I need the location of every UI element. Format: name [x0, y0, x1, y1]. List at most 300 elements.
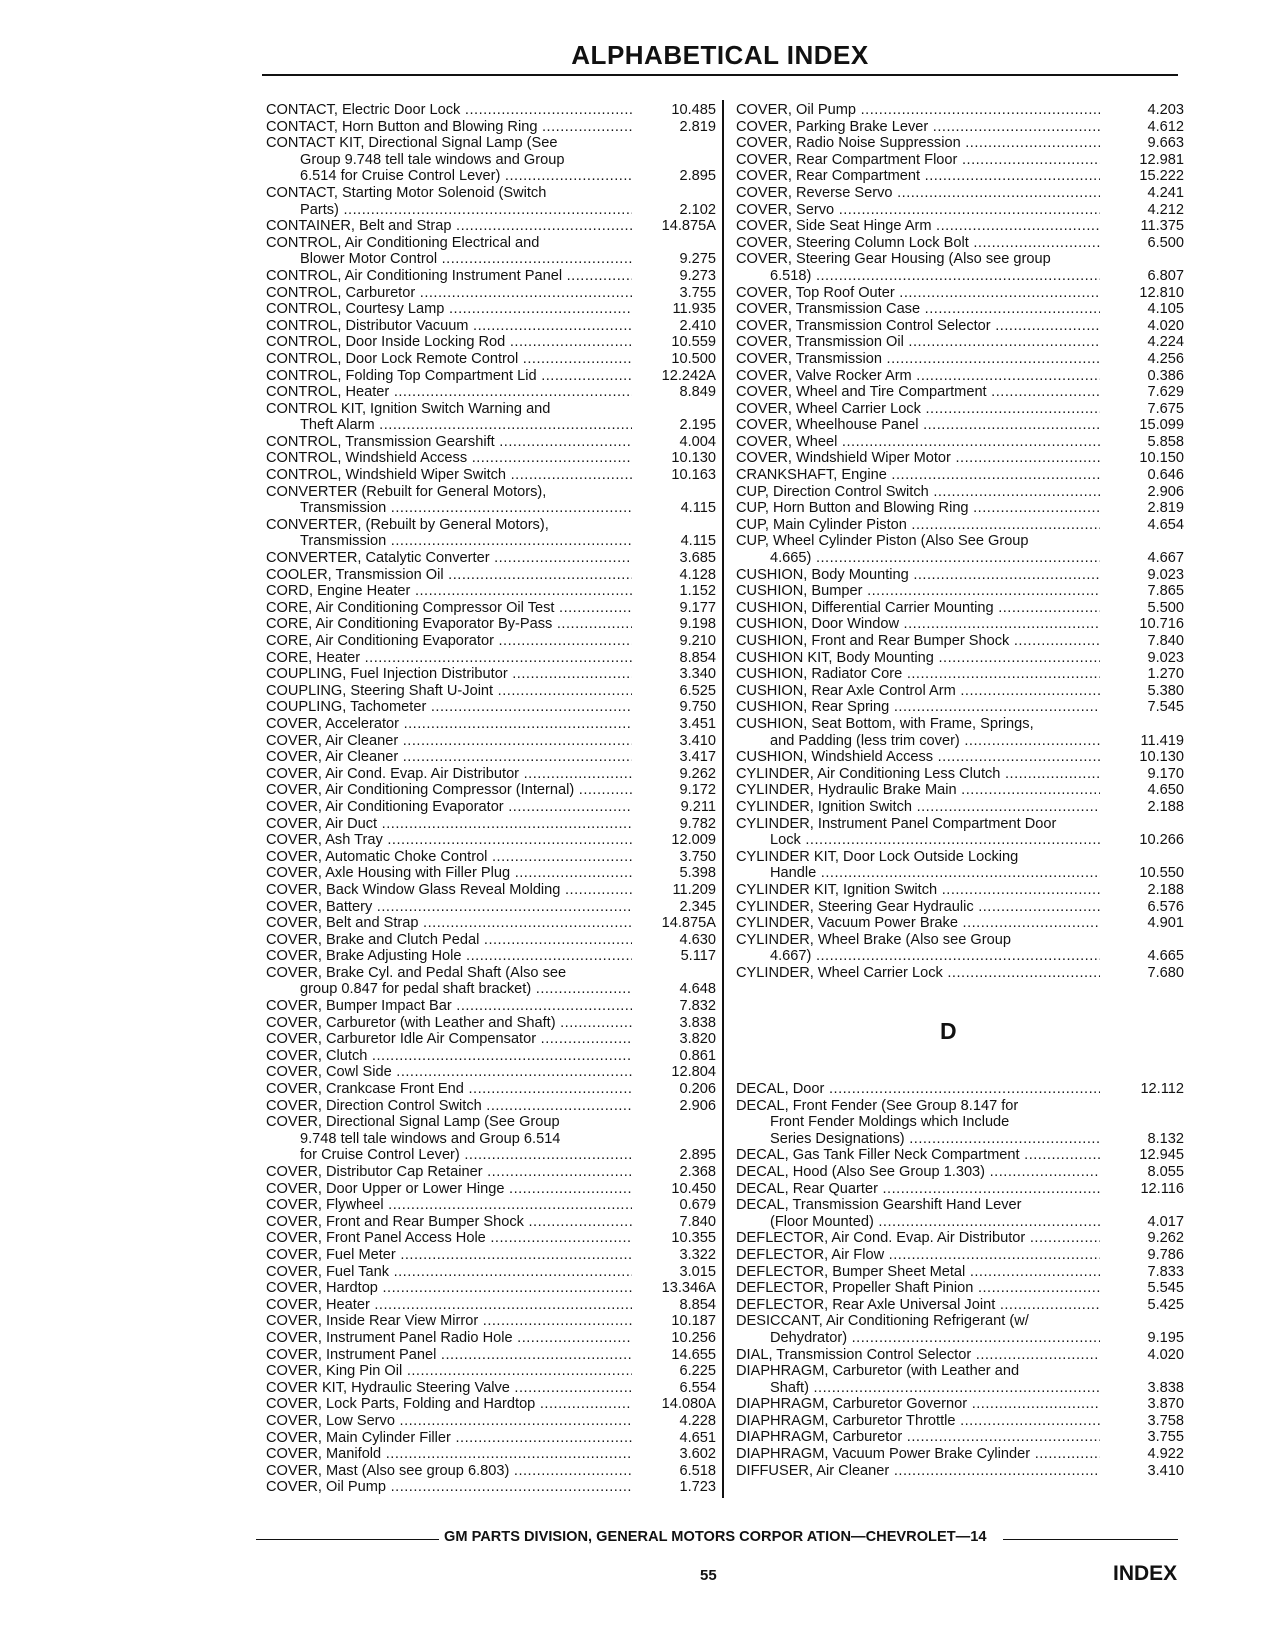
index-entry-group-number: 6.525	[679, 682, 716, 699]
index-entry-text	[736, 500, 1100, 517]
index-entry-group-number: 2.819	[679, 118, 716, 135]
index-entry-line: COVER, Transmission Oil .....	[736, 334, 1100, 351]
index-entry-text	[266, 666, 632, 683]
footer-rule-left	[256, 1539, 439, 1540]
index-entry-group-number: 9.262	[679, 765, 716, 782]
index-entry	[736, 600, 1184, 617]
index-entry-group-number: 9.177	[679, 599, 716, 616]
index-entry-line: COVER, Front Panel Access Hole .....	[266, 1230, 632, 1247]
index-entry-text	[266, 965, 632, 998]
index-entry	[736, 218, 1184, 235]
index-entry	[736, 384, 1184, 401]
index-entry-text	[736, 616, 1100, 633]
index-entry-line: 6.514 for Cruise Control Lever) .....	[266, 168, 632, 185]
index-entry-group-number: 4.115	[680, 500, 716, 517]
index-entry	[736, 251, 1184, 284]
index-entry-group-number: 2.906	[679, 1097, 716, 1114]
index-entry	[266, 1330, 716, 1347]
index-entry	[736, 533, 1184, 566]
index-entry-text	[266, 102, 632, 119]
index-entry-text	[266, 301, 632, 318]
index-entry-line: CONTROL, Windshield Wiper Switch .....	[266, 467, 632, 484]
index-entry-line: COVER, Wheel .....	[736, 434, 1100, 451]
index-entry-line: COVER, Air Conditioning Compressor (Internal) .....	[266, 782, 632, 799]
index-entry-text	[736, 782, 1100, 799]
index-entry	[266, 915, 716, 932]
index-entry	[266, 368, 716, 385]
index-entry-text	[266, 550, 632, 567]
index-entry	[736, 168, 1184, 185]
index-entry	[266, 185, 716, 218]
index-entry-group-number: 14.655	[671, 1346, 716, 1363]
index-entry-line: CUSHION, Body Mounting .....	[736, 567, 1100, 584]
index-entry-line: COVER, Ash Tray .....	[266, 832, 632, 849]
index-entry	[266, 384, 716, 401]
index-entry-group-number: 10.163	[671, 467, 716, 484]
index-entry-text	[266, 1064, 632, 1081]
index-entry-text	[266, 849, 632, 866]
index-entry-text	[266, 1347, 632, 1364]
index-entry-text	[736, 102, 1100, 119]
index-entry-text	[266, 816, 632, 833]
index-entry-group-number: 9.262	[1147, 1230, 1184, 1247]
index-entry-group-number: 2.906	[1147, 483, 1184, 500]
index-entry-group-number: 5.425	[1147, 1296, 1184, 1313]
index-entry-text	[736, 351, 1100, 368]
index-entry-line: COVER, Brake and Clutch Pedal .....	[266, 932, 632, 949]
index-entry-line: CONTROL, Carburetor .....	[266, 285, 632, 302]
index-entry-group-number: 5.858	[1147, 433, 1184, 450]
index-entry-group-number: 9.023	[1147, 649, 1184, 666]
index-entry-line: COVER, Front and Rear Bumper Shock .....	[266, 1214, 632, 1231]
index-entry-group-number: 3.755	[1147, 1429, 1184, 1446]
index-entry	[266, 550, 716, 567]
index-entry-group-number: 14.875A	[661, 218, 716, 235]
index-entry-text	[266, 932, 632, 949]
index-entry-text	[736, 218, 1100, 235]
index-entry-line: COVER, Door Upper or Lower Hinge .....	[266, 1181, 632, 1198]
index-entry-line: COUPLING, Steering Shaft U-Joint .....	[266, 683, 632, 700]
index-label: INDEX	[1113, 1562, 1178, 1585]
index-entry-line: CONTROL, Door Inside Locking Rod .....	[266, 334, 632, 351]
index-entry-group-number: 5.117	[680, 948, 716, 965]
index-entry-group-number: 11.375	[1140, 218, 1184, 235]
index-entry	[266, 633, 716, 650]
index-entry-text	[736, 318, 1100, 335]
index-entry-group-number: 5.545	[1147, 1280, 1184, 1297]
index-entry-line: CONTACT, Horn Button and Blowing Ring .....	[266, 119, 632, 136]
index-entry	[736, 318, 1184, 335]
index-entry	[266, 1396, 716, 1413]
index-entry-group-number: 9.172	[679, 782, 716, 799]
index-entry-group-number: 9.023	[1147, 566, 1184, 583]
index-entry-text	[736, 766, 1100, 783]
index-entry-line: CUSHION, Differential Carrier Mounting .....	[736, 600, 1100, 617]
index-entry-text	[736, 334, 1100, 351]
index-entry-text	[736, 1264, 1100, 1281]
index-entry-text	[736, 401, 1100, 418]
index-entry-text	[736, 185, 1100, 202]
index-entry-line: 6.518) .....	[736, 268, 1100, 285]
index-entry-text	[266, 1396, 632, 1413]
index-entry	[736, 467, 1184, 484]
index-entry-group-number: 15.099	[1139, 417, 1184, 434]
index-entry-text	[736, 467, 1100, 484]
index-entry-group-number: 2.819	[1147, 500, 1184, 517]
index-entry-line: COVER, Back Window Glass Reveal Molding .....	[266, 882, 632, 899]
index-entry-line: and Padding (less trim cover) .....	[736, 733, 1100, 750]
index-entry-text	[736, 368, 1100, 385]
index-entry-group-number: 4.212	[1147, 201, 1184, 218]
index-entry	[736, 202, 1184, 219]
index-entry-group-number: 3.322	[679, 1246, 716, 1263]
index-entry-line: COVER, Axle Housing with Filler Plug .....	[266, 865, 632, 882]
index-entry-group-number: 5.500	[1147, 599, 1184, 616]
index-column-right	[736, 102, 1184, 981]
index-entry-line: CYLINDER, Vacuum Power Brake .....	[736, 915, 1100, 932]
index-entry-line: DECAL, Transmission Gearshift Hand Lever	[736, 1197, 1022, 1214]
index-entry-text	[266, 185, 632, 218]
index-entry-line: COVER, Fuel Meter .....	[266, 1247, 632, 1264]
index-entry-group-number: 4.228	[679, 1412, 716, 1429]
index-entry-text	[736, 135, 1100, 152]
index-entry-group-number: 12.116	[1140, 1180, 1184, 1197]
index-entry-group-number: 10.266	[1139, 832, 1184, 849]
index-entry-text	[266, 1197, 632, 1214]
index-entry-group-number: 2.102	[679, 201, 716, 218]
index-entry-line: CUP, Main Cylinder Piston .....	[736, 517, 1100, 534]
index-entry-group-number: 10.130	[671, 450, 716, 467]
index-entry-group-number: 7.680	[1147, 964, 1184, 981]
index-entry	[736, 1429, 1184, 1446]
index-entry-text	[266, 1214, 632, 1231]
index-entry-line: COVER, Air Cleaner .....	[266, 733, 632, 750]
index-entry	[266, 932, 716, 949]
index-entry	[266, 733, 716, 750]
index-entry-group-number: 12.981	[1139, 151, 1184, 168]
index-entry	[736, 135, 1184, 152]
index-entry-group-number: 5.398	[679, 865, 716, 882]
index-entry-group-number: 7.865	[1147, 583, 1184, 600]
index-entry-line: COVER, Low Servo .....	[266, 1413, 632, 1430]
index-entry-text	[266, 948, 632, 965]
index-entry	[266, 1181, 716, 1198]
index-entry	[266, 1297, 716, 1314]
index-entry-text	[736, 301, 1100, 318]
footer-text: GM PARTS DIVISION, GENERAL MOTORS CORPOR ATION—CHEVROLET—14	[444, 1529, 987, 1545]
index-entry-text	[266, 733, 632, 750]
index-entry-line: CYLINDER, Instrument Panel Compartment Door	[736, 815, 1057, 832]
index-entry-line: COVER, Crankcase Front End .....	[266, 1081, 632, 1098]
index-entry	[266, 434, 716, 451]
index-entry	[736, 235, 1184, 252]
index-entry	[266, 567, 716, 584]
index-entry	[736, 401, 1184, 418]
index-entry-text	[736, 849, 1100, 882]
index-entry-group-number: 3.750	[679, 848, 716, 865]
index-entry	[266, 334, 716, 351]
index-entry	[736, 1197, 1184, 1230]
index-entry-text	[736, 932, 1100, 965]
index-entry-line: CONTROL, Courtesy Lamp .....	[266, 301, 632, 318]
index-entry-group-number: 1.152	[679, 583, 716, 600]
index-entry-line: CUSHION, Front and Rear Bumper Shock .....	[736, 633, 1100, 650]
index-entry-text	[736, 650, 1100, 667]
index-entry-group-number: 6.500	[1147, 234, 1184, 251]
index-entry-line: CORE, Air Conditioning Evaporator By-Pass .....	[266, 616, 632, 633]
index-entry-text	[266, 484, 632, 517]
index-entry	[266, 102, 716, 119]
index-entry-group-number: 4.020	[1147, 1346, 1184, 1363]
index-entry	[736, 749, 1184, 766]
index-entry	[736, 899, 1184, 916]
index-entry-line: COVER, Bumper Impact Bar .....	[266, 998, 632, 1015]
index-entry-text	[736, 417, 1100, 434]
index-entry-line: DECAL, Front Fender (See Group 8.147 for	[736, 1097, 1019, 1114]
index-entry-line: COVER, Clutch .....	[266, 1048, 632, 1065]
index-entry-text	[266, 1247, 632, 1264]
index-entry-line: CONVERTER (Rebuilt for General Motors),	[266, 483, 547, 500]
index-entry-text	[736, 965, 1100, 982]
index-entry	[266, 716, 716, 733]
index-entry-group-number: 9.170	[1147, 765, 1184, 782]
index-entry-group-number: 0.386	[1147, 367, 1184, 384]
index-entry-group-number: 4.630	[679, 931, 716, 948]
index-entry-line: COVER, Air Cond. Evap. Air Distributor .....	[266, 766, 632, 783]
index-entry-line: CYLINDER, Hydraulic Brake Main .....	[736, 782, 1100, 799]
index-entry-group-number: 3.340	[679, 666, 716, 683]
index-entry-text	[266, 633, 632, 650]
index-entry-text	[266, 998, 632, 1015]
index-entry-text	[266, 1181, 632, 1198]
index-entry-group-number: 14.875A	[661, 915, 716, 932]
index-entry-line: DEFLECTOR, Bumper Sheet Metal .....	[736, 1264, 1100, 1281]
index-entry	[266, 1048, 716, 1065]
index-entry-line: DESICCANT, Air Conditioning Refrigerant (w/	[736, 1313, 1029, 1330]
index-entry	[266, 1214, 716, 1231]
index-entry	[736, 517, 1184, 534]
index-entry	[266, 301, 716, 318]
index-entry-line: CONTACT KIT, Directional Signal Lamp (See	[266, 135, 558, 152]
index-entry-text	[736, 882, 1100, 899]
index-entry-line: COVER, Automatic Choke Control .....	[266, 849, 632, 866]
index-entry-line: DIAPHRAGM, Carburetor .....	[736, 1429, 1100, 1446]
index-entry	[266, 285, 716, 302]
index-entry-line: COVER, Steering Column Lock Bolt .....	[736, 235, 1100, 252]
index-entry	[266, 1247, 716, 1264]
index-entry-group-number: 4.020	[1147, 317, 1184, 334]
index-entry	[736, 185, 1184, 202]
index-entry-line: DECAL, Door .....	[736, 1081, 1100, 1098]
index-entry-text	[266, 1280, 632, 1297]
index-entry-line: DIAPHRAGM, Carburetor Governor .....	[736, 1396, 1100, 1413]
index-entry-line: CUP, Direction Control Switch .....	[736, 484, 1100, 501]
index-entry-line: 4.667) .....	[736, 948, 1100, 965]
index-entry-group-number: 3.820	[679, 1031, 716, 1048]
index-entry	[736, 1463, 1184, 1480]
index-entry-group-number: 13.346A	[661, 1280, 716, 1297]
index-entry-line: COVER, Lock Parts, Folding and Hardtop .....	[266, 1396, 632, 1413]
index-entry-group-number: 0.646	[1147, 467, 1184, 484]
index-entry-line: CONTROL, Folding Top Compartment Lid .....	[266, 368, 632, 385]
index-entry-text	[736, 1363, 1100, 1396]
index-entry-group-number: 3.451	[679, 715, 716, 732]
index-entry-text	[736, 285, 1100, 302]
index-entry-group-number: 6.554	[679, 1379, 716, 1396]
index-entry-text	[266, 583, 632, 600]
index-entry-text	[736, 202, 1100, 219]
index-entry	[266, 616, 716, 633]
index-entry-group-number: 9.663	[1147, 135, 1184, 152]
index-entry-group-number: 4.612	[1147, 118, 1184, 135]
index-entry	[266, 816, 716, 833]
index-entry	[736, 782, 1184, 799]
index-entry-line: (Floor Mounted) .....	[736, 1214, 1100, 1231]
index-entry	[266, 1098, 716, 1115]
index-entry-group-number: 9.750	[679, 699, 716, 716]
index-entry-text	[266, 1463, 632, 1480]
index-entry-text	[266, 268, 632, 285]
index-entry	[266, 849, 716, 866]
index-entry-line: COUPLING, Fuel Injection Distributor .....	[266, 666, 632, 683]
index-entry-text	[266, 285, 632, 302]
index-entry-text	[736, 1197, 1100, 1230]
index-entry-text	[266, 1114, 632, 1164]
index-entry-line: CORE, Air Conditioning Evaporator .....	[266, 633, 632, 650]
index-entry-line: COVER, Side Seat Hinge Arm .....	[736, 218, 1100, 235]
index-entry-group-number: 3.602	[679, 1446, 716, 1463]
index-entry-line: COVER, Top Roof Outer .....	[736, 285, 1100, 302]
index-entry-text	[266, 716, 632, 733]
index-entry-text	[736, 1313, 1100, 1346]
index-entry-text	[736, 119, 1100, 136]
index-entry-line: CYLINDER, Steering Gear Hydraulic .....	[736, 899, 1100, 916]
index-entry-line: COVER, Battery .....	[266, 899, 632, 916]
index-entry-line: COVER, Air Conditioning Evaporator .....	[266, 799, 632, 816]
index-entry-text	[266, 699, 632, 716]
index-entry-group-number: 10.355	[671, 1230, 716, 1247]
index-entry-group-number: 1.270	[1147, 666, 1184, 683]
index-entry-group-number: 9.275	[679, 251, 716, 268]
index-entry-text	[266, 1380, 632, 1397]
index-entry	[266, 666, 716, 683]
index-entry-text	[736, 1413, 1100, 1430]
index-entry	[266, 1313, 716, 1330]
index-entry-text	[266, 782, 632, 799]
index-entry-line: COVER, Mast (Also see group 6.803) .....	[266, 1463, 632, 1480]
index-entry-line: Lock .....	[736, 832, 1100, 849]
index-entry-text	[736, 716, 1100, 749]
index-entry-line: COOLER, Transmission Oil .....	[266, 567, 632, 584]
index-entry-group-number: 2.195	[679, 417, 716, 434]
index-entry-text	[736, 1297, 1100, 1314]
index-entry-line: COVER, Parking Brake Lever .....	[736, 119, 1100, 136]
index-entry	[266, 1230, 716, 1247]
index-entry	[266, 799, 716, 816]
title-rule	[262, 74, 1178, 76]
index-entry-group-number: 3.838	[679, 1014, 716, 1031]
index-entry-line: DEFLECTOR, Rear Axle Universal Joint .....	[736, 1297, 1100, 1314]
index-entry-text	[736, 1280, 1100, 1297]
index-entry-text	[266, 882, 632, 899]
index-entry-group-number: 5.380	[1147, 682, 1184, 699]
index-entry	[736, 1297, 1184, 1314]
index-entry	[736, 699, 1184, 716]
index-entry-text	[266, 1098, 632, 1115]
index-column-right-d	[736, 1081, 1184, 1479]
index-entry-line: COVER, Carburetor (with Leather and Shaft) .....	[266, 1015, 632, 1032]
index-entry-group-number: 10.450	[671, 1180, 716, 1197]
index-entry-text	[266, 766, 632, 783]
index-entry-group-number: 12.009	[671, 832, 716, 849]
index-entry-text	[266, 351, 632, 368]
index-entry-line: COVER, Oil Pump .....	[266, 1479, 632, 1496]
index-entry-text	[736, 567, 1100, 584]
index-entry-group-number: 3.685	[679, 550, 716, 567]
index-entry-text	[736, 517, 1100, 534]
index-entry-text	[266, 1031, 632, 1048]
index-entry-line: CONTROL, Air Conditioning Instrument Panel .....	[266, 268, 632, 285]
index-entry	[266, 948, 716, 965]
index-entry-group-number: 4.105	[1147, 301, 1184, 318]
index-entry-text	[736, 1164, 1100, 1181]
index-entry	[736, 666, 1184, 683]
index-entry	[266, 1446, 716, 1463]
index-entry	[736, 1147, 1184, 1164]
index-entry-line: COVER, Heater .....	[266, 1297, 632, 1314]
index-entry-group-number: 9.786	[1147, 1246, 1184, 1263]
index-entry	[266, 1430, 716, 1447]
index-entry-line: CONTROL, Distributor Vacuum .....	[266, 318, 632, 335]
index-entry-text	[736, 1181, 1100, 1198]
index-entry-line: COVER, Directional Signal Lamp (See Group	[266, 1114, 560, 1131]
index-entry	[266, 268, 716, 285]
index-entry	[266, 1413, 716, 1430]
index-entry-line: COVER, Oil Pump .....	[736, 102, 1100, 119]
index-entry-line: Series Designations) .....	[736, 1131, 1100, 1148]
index-entry-group-number: 1.723	[679, 1479, 716, 1496]
index-entry-line: COVER, Direction Control Switch .....	[266, 1098, 632, 1115]
index-entry-group-number: 3.417	[679, 749, 716, 766]
index-entry	[266, 119, 716, 136]
index-entry-line: DIFFUSER, Air Cleaner .....	[736, 1463, 1100, 1480]
index-entry	[736, 932, 1184, 965]
index-entry-line: COVER, Wheel and Tire Compartment .....	[736, 384, 1100, 401]
index-entry-group-number: 10.256	[671, 1329, 716, 1346]
index-entry-line: COVER, Instrument Panel Radio Hole .....	[266, 1330, 632, 1347]
index-entry-line: COVER, Flywheel .....	[266, 1197, 632, 1214]
index-entry-text	[266, 1363, 632, 1380]
index-entry-text	[736, 251, 1100, 284]
index-entry-line: CONTROL, Heater .....	[266, 384, 632, 401]
index-entry-text	[736, 915, 1100, 932]
index-entry-line: CUSHION, Bumper .....	[736, 583, 1100, 600]
index-entry-group-number: 12.242A	[661, 367, 716, 384]
index-entry-line: COVER, Wheelhouse Panel .....	[736, 417, 1100, 434]
index-entry-group-number: 3.410	[679, 732, 716, 749]
index-entry	[266, 1197, 716, 1214]
index-entry-line: COVER, Steering Gear Housing (Also see group	[736, 251, 1051, 268]
index-entry-line: CONTACT, Starting Motor Solenoid (Switch	[266, 184, 547, 201]
index-entry-group-number: 4.650	[1147, 782, 1184, 799]
index-entry	[736, 1313, 1184, 1346]
index-entry-line: COVER, Inside Rear View Mirror .....	[266, 1313, 632, 1330]
index-column-left	[266, 102, 716, 1496]
index-entry-line: Group 9.748 tell tale windows and Group	[300, 151, 565, 168]
index-entry	[736, 1363, 1184, 1396]
index-entry-group-number: 10.130	[1139, 749, 1184, 766]
index-entry	[266, 467, 716, 484]
